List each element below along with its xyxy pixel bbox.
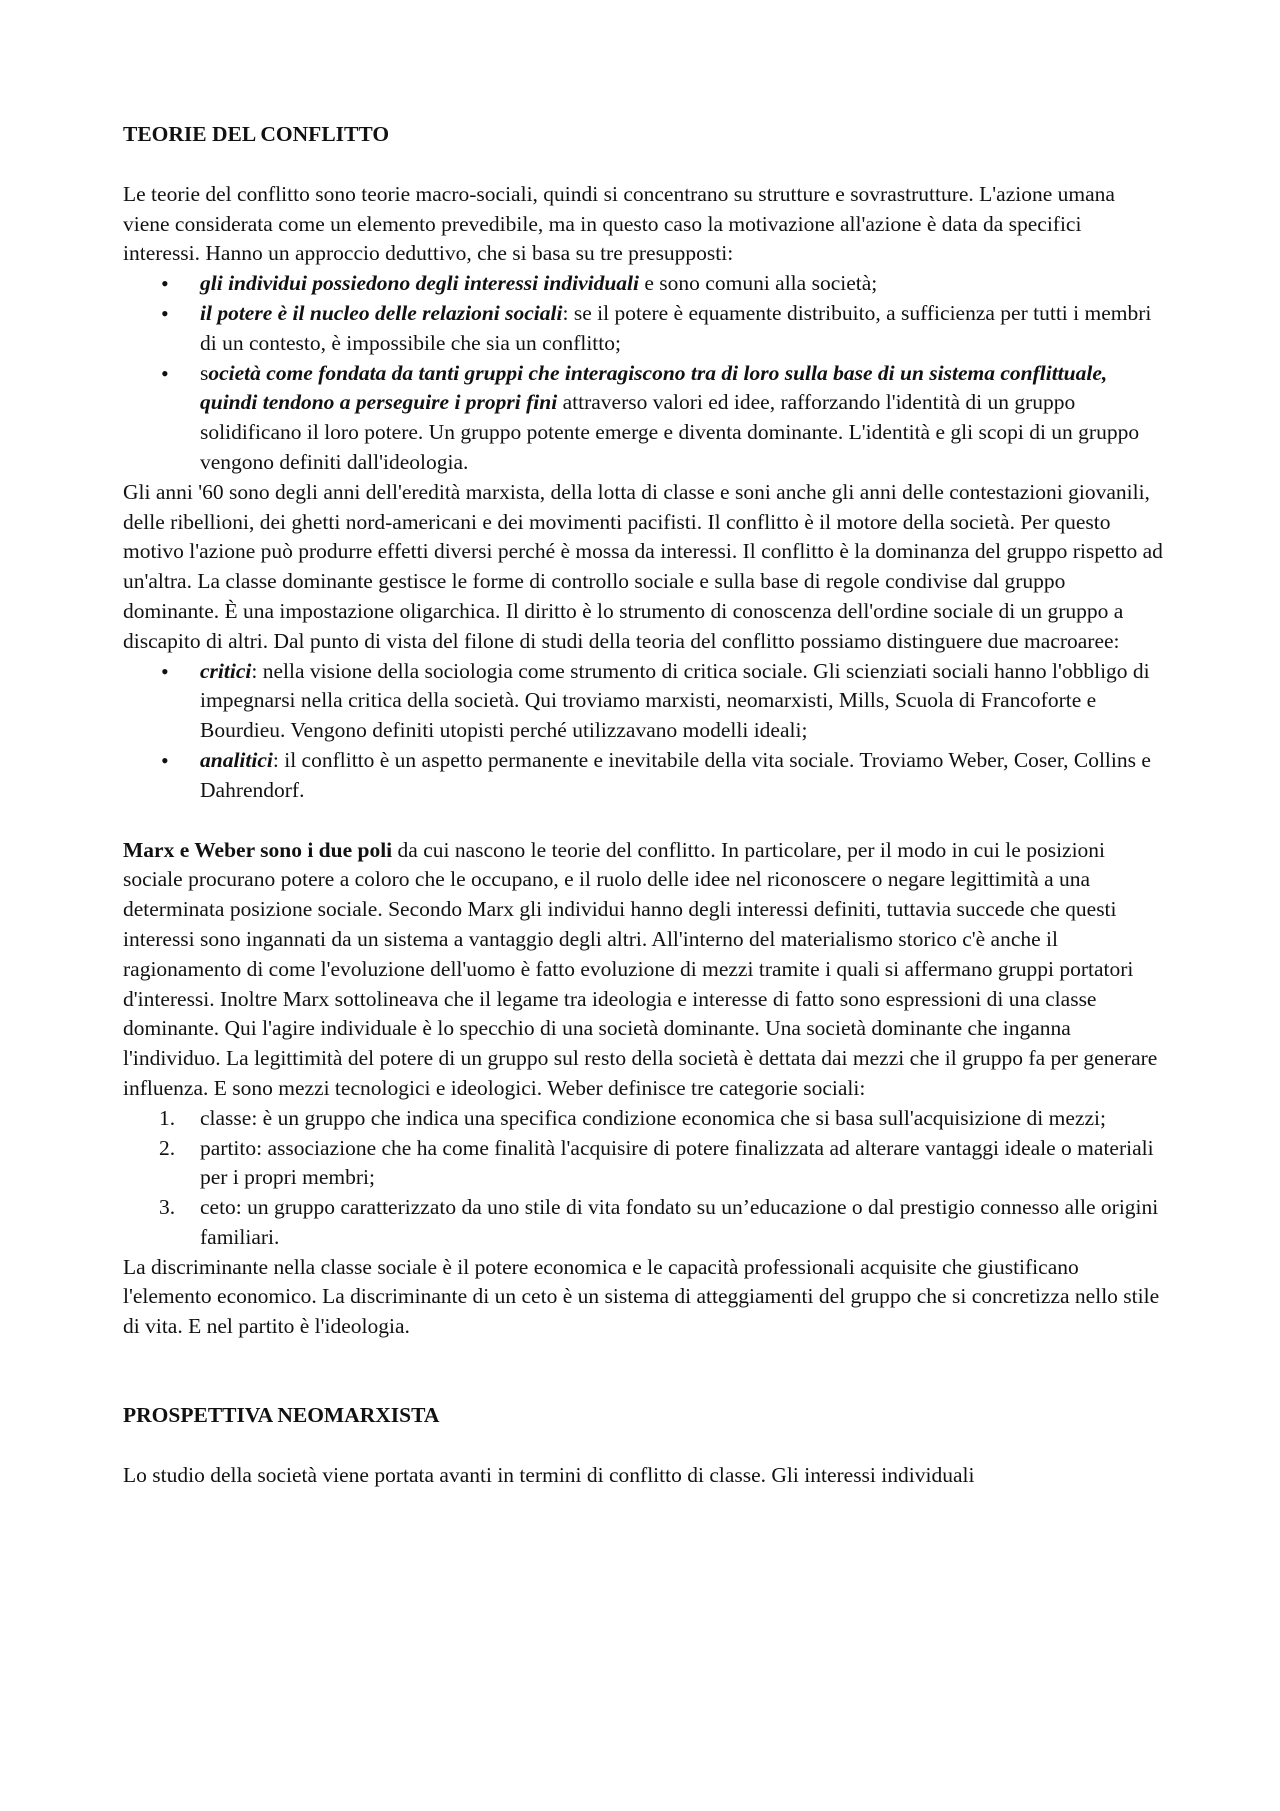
- intro-paragraph: Le teorie del conflitto sono teorie macro-sociali, quindi si concentrano su strutture e sovrastrutture. L'azione umana viene considerata come un elemento prevedibile, ma in questo caso la motivazione all'azione è data da specifici interessi. Hanno un approccio deduttivo, che si basa su tre presupposti:: [123, 181, 1115, 266]
- document-page: [123, 120, 1163, 1491]
- marx-weber-paragraph: Marx e Weber sono i due poli da cui nascono le teorie del conflitto. In particolare, per il modo in cui le posizioni sociale procurano potere a coloro che le occupano, e il ruolo delle idee nel riconoscere o negare legittimità a una determinata posizione sociale. Secondo Marx gli individui hanno degli interessi definiti, tuttavia succede che questi interessi sono ingannati da un sistema a vantaggio degli altri. All'interno del materialismo storico c'è anche il ragionamento di come l'evoluzione dell'uomo è fatto evoluzione di mezzi tramite i quali si affermano gruppi portatori d'interessi. Inoltre Marx sottolineava che il legame tra ideologia e interesse di fatto sono espressioni di una classe dominante. Qui l'agire individuale è lo specchio di una società dominante. Una società dominante che inganna l'individuo. La legittimità del potere di un gruppo sul resto della società è dettata dai mezzi che il gruppo fa per generare influenza. E sono mezzi tecnologici e ideologici. Weber definisce tre categorie sociali:: [123, 837, 1158, 1100]
- neomarxista-paragraph: Lo studio della società viene portata avanti in termini di conflitto di classe. Gli interessi individuali: [123, 1462, 975, 1487]
- macroaree-list: [123, 657, 1163, 806]
- emphasis-text: critici: [200, 658, 252, 683]
- marx-weber-lead: Marx e Weber sono i due poli: [123, 837, 393, 862]
- closing-paragraph: La discriminante nella classe sociale è il potere economica e le capacità professionali acquisite che giustificano l'elemento economico. La discriminante di un ceto è un sistema di atteggiamenti del gruppo che si concretizza nello stile di vita. E nel partito è l'ideologia.: [123, 1254, 1160, 1339]
- emphasis-text: il potere è il nucleo delle relazioni sociali: [200, 300, 563, 325]
- section-title-prospettiva-neomarxista: PROSPETTIVA NEOMARXISTA: [123, 1403, 440, 1428]
- emphasis-text: analitici: [200, 747, 273, 772]
- emphasis-text: gli individui possiedono degli interessi individuali: [200, 271, 640, 296]
- list-item: 3. ceto: un gruppo caratterizzato da uno stile di vita fondato su un’educazione o dal prestigio connesso alle origini familiari.: [159, 1195, 1159, 1249]
- body-paragraph-anni-60: Gli anni '60 sono degli anni dell'eredità marxista, della lotta di classe e soni anche gli anni delle contestazioni giovanili, delle ribellioni, dei ghetti nord-americani e dei movimenti pacifisti. Il conflitto è il motore della società. Per questo motivo l'azione può produrre effetti diversi perché è mossa da interessi. Il conflitto è la dominanza del gruppo rispetto ad un'altra. La classe dominante gestisce le forme di controllo sociale e sulla base di regole condivise dal gruppo dominante. È una impostazione oligarchica. Il diritto è lo strumento di conoscenza dell'ordine sociale di un gruppo a discapito di altri. Dal punto di vista del filone di studi della teoria del conflitto possiamo distinguere due macroaree:: [123, 479, 1163, 653]
- categorie-sociali-list: [123, 1104, 1163, 1253]
- list-item: • gli individui possiedono degli interessi individuali e sono comuni alla società;: [123, 269, 1163, 299]
- list-item: • società come fondata da tanti gruppi che interagiscono tra di loro sulla base di un sistema conflittuale, quindi tendono a perseguire i propri fini attraverso valori ed idee, rafforzando l'identità di un gruppo solidificano il loro potere. Un gruppo potente emerge e diventa dominante. L'identità e gli scopi di un gruppo vengono definiti dall'ideologia.: [123, 359, 1163, 478]
- list-item: 2. partito: associazione che ha come finalità l'acquisire di potere finalizzata ad alterare vantaggi ideale o materiali per i propri membri;: [159, 1135, 1154, 1190]
- list-item: • critici: nella visione della sociologia come strumento di critica sociale. Gli scienziati sociali hanno l'obbligo di impegnarsi nella critica della società. Qui troviamo marxisti, neomarxisti, Mills, Scuola di Francoforte e Bourdieu. Vengono definiti utopisti perché utilizzavano modelli ideali;: [123, 657, 1163, 746]
- emphasis-text: ocietà come fondata da tanti gruppi che interagiscono tra di loro sulla base di un sistema conflittuale, quindi tendono a perseguire i propri fini: [200, 360, 1108, 415]
- list-item: • il potere è il nucleo delle relazioni sociali: se il potere è equamente distribuito, a sufficienza per tutti i membri di un contesto, è impossibile che sia un conflitto;: [123, 299, 1163, 359]
- list-item: 1. classe: è un gruppo che indica una specifica condizione economica che si basa sull'acquisizione di mezzi;: [159, 1105, 1106, 1130]
- presupposti-list: [123, 269, 1163, 478]
- list-item: • analitici: il conflitto è un aspetto permanente e inevitabile della vita sociale. Troviamo Weber, Coser, Collins e Dahrendorf.: [123, 746, 1163, 806]
- section-title-teorie-del-conflitto: TEORIE DEL CONFLITTO: [123, 122, 390, 146]
